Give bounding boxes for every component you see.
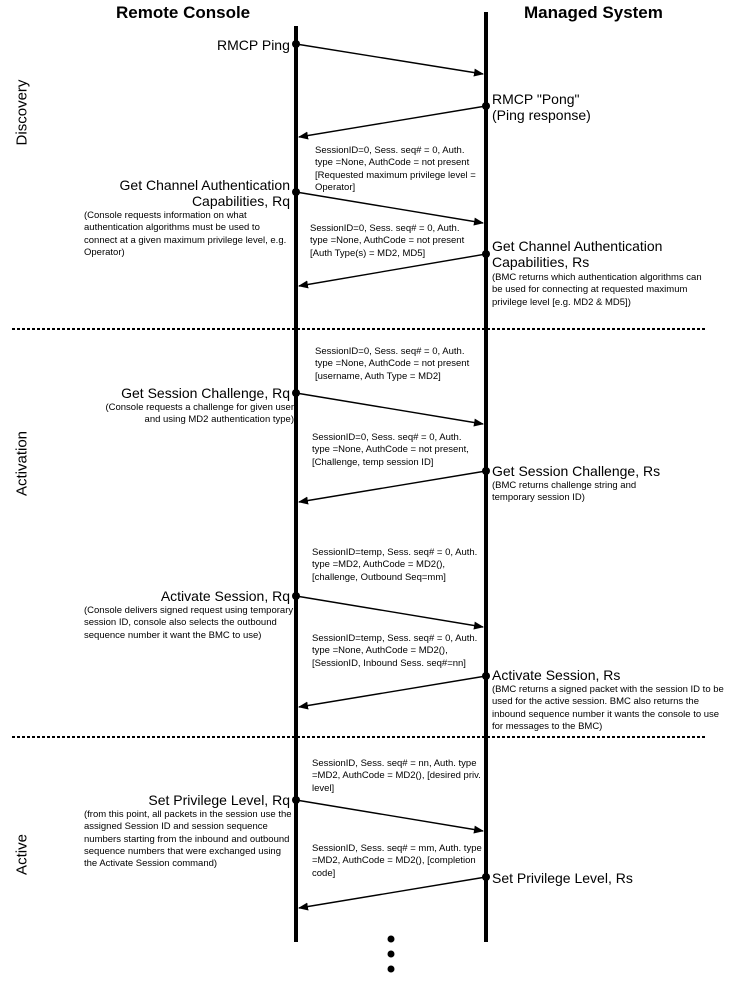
msg-rmcp-pong-line1: RMCP "Pong"	[492, 91, 580, 107]
packet-5: SessionID=temp, Sess. seq# = 0, Auth. type =MD2, AuthCode = MD2(), [challenge, Outbound Seq=mm]	[312, 547, 478, 583]
phase-label-discovery: Discovery	[13, 79, 31, 146]
msg-as-rq: Activate Session, Rq	[160, 588, 290, 604]
packet-3: SessionID=0, Sess. seq# = 0, Auth. type =None, AuthCode = not present [username, Auth Type = MD2]	[315, 346, 470, 382]
packet-2: SessionID=0, Sess. seq# = 0, Auth. type =None, AuthCode = not present [Auth Type(s) = MD2, MD5]	[310, 223, 465, 259]
dot	[482, 250, 490, 258]
arrow-rmcp-ping	[296, 44, 483, 74]
packet-8: SessionID, Sess. seq# = mm, Auth. type =MD2, AuthCode = MD2(), [completion code]	[312, 843, 482, 879]
packet-1: SessionID=0, Sess. seq# = 0, Auth. type =None, AuthCode = not present [Requested maximum privilege level = Operator]	[315, 145, 476, 194]
msg-gca-rs-line1: Get Channel Authentication	[492, 238, 663, 254]
continuation-dots	[388, 936, 395, 973]
dot	[292, 40, 300, 48]
dot	[292, 188, 300, 196]
packet-6: SessionID=temp, Sess. seq# = 0, Auth. type =None, AuthCode = MD2(), [SessionID, Inbound Sess. seq#=nn]	[312, 633, 478, 669]
msg-as-rs: Activate Session, Rs	[492, 667, 621, 683]
dot	[482, 102, 490, 110]
msg-gsc-rs: Get Session Challenge, Rs	[492, 463, 661, 479]
dot	[292, 389, 300, 397]
arrow-spl-rq	[296, 800, 483, 831]
msg-gca-rq-line2: Capabilities, Rq	[191, 193, 290, 209]
note-gsc-rs: (BMC returns challenge string and temporary session ID)	[492, 480, 637, 504]
note-gca-rq: (Console requests information on what authentication algorithms must be used to connect at a given maximum privilege level, e.g. Operator)	[84, 210, 287, 259]
phase-label-active: Active	[13, 834, 31, 875]
dot	[482, 672, 490, 680]
dot	[292, 592, 300, 600]
dot	[292, 796, 300, 804]
packet-7: SessionID, Sess. seq# = nn, Auth. type =MD2, AuthCode = MD2(), [desired priv. level]	[312, 758, 481, 794]
note-gca-rs: (BMC returns which authentication algorithms can be used for connecting at requested maximum privilege level [e.g. MD2 & MD5])	[492, 272, 702, 308]
msg-gca-rq-line1: Get Channel Authentication	[119, 177, 290, 193]
header-managed-system: Managed System	[524, 3, 663, 22]
msg-gca-rs-line2: Capabilities, Rs	[492, 254, 590, 270]
msg-spl-rs: Set Privilege Level, Rs	[492, 870, 633, 886]
arrow-rmcp-pong	[299, 106, 486, 137]
arrow-gca-rq	[296, 192, 483, 223]
dot	[482, 873, 490, 881]
header-remote-console: Remote Console	[116, 3, 251, 22]
note-as-rs: (BMC returns a signed packet with the session ID to be used for the active session. BMC also returns the inbound sequence number it wants the console to use for messages to the BMC)	[492, 684, 724, 733]
msg-rmcp-pong-line2: (Ping response)	[492, 107, 591, 123]
arrow-spl-rs	[299, 877, 486, 908]
dot	[482, 467, 490, 475]
note-gsc-rq: (Console requests a challenge for given user and using MD2 authentication type)	[105, 402, 294, 426]
arrow-as-rq	[296, 596, 483, 627]
msg-spl-rq: Set Privilege Level, Rq	[148, 792, 290, 808]
msg-gsc-rq: Get Session Challenge, Rq	[121, 385, 290, 401]
phase-label-activation: Activation	[13, 430, 31, 497]
arrow-as-rs	[299, 676, 486, 707]
note-as-rq: (Console delivers signed request using temporary session ID, console also selects the outbound sequence number it want the BMC to use)	[84, 605, 294, 641]
arrow-gsc-rs	[299, 471, 486, 502]
arrow-gsc-rq	[296, 393, 483, 424]
msg-rmcp-ping: RMCP Ping	[217, 37, 290, 53]
note-spl-rq: (from this point, all packets in the session use the assigned Session ID and session sequence numbers starting from the inbound and outbound sequence numbers that were exchanged using the Activate Session command)	[84, 809, 292, 870]
packet-4: SessionID=0, Sess. seq# = 0, Auth. type =None, AuthCode = not present, [Challenge, temp session ID]	[312, 432, 469, 468]
